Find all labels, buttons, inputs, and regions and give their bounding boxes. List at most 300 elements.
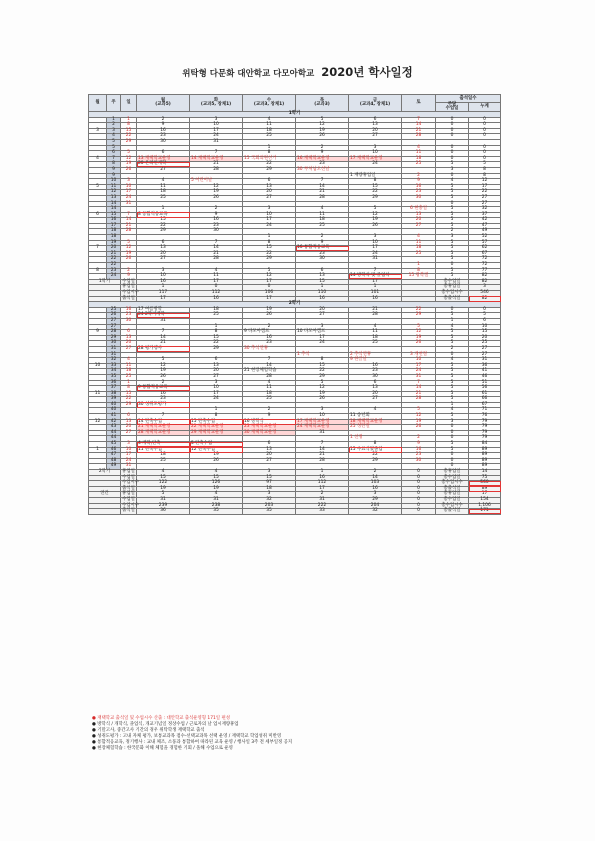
table-cell: 11: [243, 123, 296, 129]
table-cell: 22: [349, 453, 402, 459]
table-cell: 32: [107, 358, 121, 364]
table-cell: 29: [296, 374, 349, 380]
table-cell: 20: [243, 190, 296, 196]
table-cell: 20 온라인개학: [137, 162, 190, 168]
table-cell: 0: [436, 464, 469, 470]
table-cell: 10: [89, 363, 107, 369]
table-cell: 5: [296, 380, 349, 386]
summary-cell: 15: [190, 475, 243, 481]
table-cell: 5: [436, 369, 469, 375]
table-cell: 9: [402, 179, 436, 185]
title-main: 2020년 학사일정: [321, 65, 413, 79]
summary-cell: 16: [296, 475, 349, 481]
table-cell: 21: [121, 223, 137, 229]
summary-cell: 총수업시수: [436, 503, 469, 509]
note-text: 성취도평가 : 고내 자체 평가, 보통교과목 점수-선택교과목 선택 운영 / 재택학교 학업성취 미반영: [97, 734, 282, 739]
table-cell: 2: [243, 324, 296, 330]
table-cell: 0: [436, 134, 469, 140]
table-cell: 21 재택학교운영: [137, 425, 190, 431]
table-cell: 18: [402, 156, 436, 162]
table-cell: 11: [296, 212, 349, 218]
table-cell: 24: [243, 223, 296, 229]
table-cell: 2: [296, 235, 349, 241]
summary-cell: 17: [296, 486, 349, 492]
table-cell: 61: [469, 391, 501, 397]
summary-cell: 16: [190, 296, 243, 302]
table-cell: 11: [107, 184, 121, 190]
table-cell: 18: [137, 453, 190, 459]
summary-cell: 14: [349, 475, 402, 481]
table-cell: 79: [469, 436, 501, 442]
summary-cell: 75: [469, 475, 501, 481]
table-cell: 5: [436, 251, 469, 257]
table-cell: 17: [121, 190, 137, 196]
table-cell: 1: [107, 117, 121, 123]
table-cell: 3: [436, 167, 469, 173]
table-cell: 26: [349, 223, 402, 229]
table-cell: 25: [107, 307, 121, 313]
summary-cell: 171: [469, 509, 501, 515]
summary-cell: 16: [296, 296, 349, 302]
table-cell: 7: [349, 268, 402, 274]
table-cell: 20: [107, 246, 121, 252]
table-cell: 10: [349, 151, 402, 157]
table-cell: 15 광복절: [402, 274, 436, 280]
table-cell: 4: [243, 380, 296, 386]
table-cell: 7: [296, 442, 349, 448]
table-cell: 9 통합적응교육: [137, 386, 190, 392]
table-cell: 89: [469, 447, 501, 453]
table-cell: 17: [469, 184, 501, 190]
table-cell: 23: [121, 313, 137, 319]
table-cell: 31: [121, 201, 137, 207]
table-cell: 3: [349, 145, 402, 151]
summary-cell: 0: [402, 470, 436, 476]
table-cell: 19: [402, 419, 436, 425]
table-cell: 6: [121, 330, 137, 336]
summary-cell: 17: [190, 279, 243, 285]
table-cell: 1: [402, 263, 436, 269]
summary-cell: 18: [243, 486, 296, 492]
table-cell: 31: [107, 352, 121, 358]
table-cell: 31: [349, 257, 402, 263]
summary-cell: 수업일: [122, 496, 135, 502]
table-cell: 4: [89, 156, 107, 162]
table-cell: 4: [436, 358, 469, 364]
table-cell: 0: [436, 123, 469, 129]
summary-cell: 17: [469, 492, 501, 498]
table-cell: 22: [243, 251, 296, 257]
table-cell: 19: [349, 218, 402, 224]
header-mon: 월 (교과5): [137, 95, 190, 112]
table-cell: 5: [436, 442, 469, 448]
table-cell: 8: [243, 151, 296, 157]
table-cell: 13: [243, 447, 296, 453]
table-cell: 19: [121, 251, 137, 257]
table-cell: 12: [243, 274, 296, 280]
summary-cell: 82: [469, 296, 501, 302]
table-cell: 5: [121, 240, 137, 246]
table-cell: 11: [349, 330, 402, 336]
table-cell: 4: [402, 145, 436, 151]
table-cell: 6: [89, 212, 107, 218]
table-cell: 48: [107, 458, 121, 464]
summary-cell: 총휴업일: [436, 470, 469, 476]
table-cell: 12: [137, 363, 190, 369]
table-cell: 25: [137, 458, 190, 464]
table-cell: 5: [436, 386, 469, 392]
table-cell: 5: [436, 257, 469, 263]
semester-label: 2학기: [89, 302, 501, 308]
table-cell: 26: [121, 257, 137, 263]
table-cell: 10 다모아캠프: [296, 330, 349, 336]
table-cell: 23: [190, 223, 243, 229]
table-cell: 3 개천절: [402, 352, 436, 358]
table-cell: 25: [137, 195, 190, 201]
table-cell: 15: [121, 128, 137, 134]
table-cell: 13: [137, 246, 190, 252]
table-cell: 82: [469, 274, 501, 280]
table-cell: 17: [107, 223, 121, 229]
summary-cell: 97: [243, 481, 296, 487]
table-cell: 11: [402, 240, 436, 246]
table-cell: 22: [121, 134, 137, 140]
table-cell: 5: [436, 274, 469, 280]
table-cell: 18: [137, 190, 190, 196]
table-cell: 5: [469, 313, 501, 319]
table-cell: 15: [107, 212, 121, 218]
table-cell: 5: [469, 162, 501, 168]
bullet-icon: ●: [92, 734, 98, 739]
summary-cell: 수업일: [122, 474, 135, 480]
table-cell: 25: [121, 374, 137, 380]
table-cell: 23 재택학교운영: [243, 425, 296, 431]
table-cell: 79: [469, 425, 501, 431]
table-cell: 0: [469, 123, 501, 129]
table-cell: 15: [121, 391, 137, 397]
table-cell: 19: [296, 128, 349, 134]
summary-cell: 0: [190, 285, 243, 291]
summary-cell: 35: [190, 509, 243, 515]
table-cell: 37: [469, 212, 501, 218]
table-cell: 5: [137, 358, 190, 364]
table-cell: 62: [469, 246, 501, 252]
summary-cell: 2: [349, 470, 402, 476]
summary-cell: 3: [243, 470, 296, 476]
table-cell: 8: [121, 386, 137, 392]
bullet-icon: ●: [92, 728, 98, 733]
table-cell: 44: [107, 430, 121, 436]
table-cell: 26: [137, 374, 190, 380]
table-cell: 19: [190, 453, 243, 459]
table-cell: 27: [121, 430, 137, 436]
table-cell: 0: [436, 173, 469, 179]
table-cell: 31: [469, 358, 501, 364]
summary-cell: 수업시수: [122, 502, 139, 508]
table-cell: 5: [89, 184, 107, 190]
table-cell: 2: [137, 380, 190, 386]
table-cell: 16: [107, 218, 121, 224]
table-cell: 14: [137, 335, 190, 341]
bullet-icon: ●: [92, 746, 98, 751]
table-cell: 84: [469, 442, 501, 448]
table-cell: 6: [296, 268, 349, 274]
summary-cell: 총출석일: [436, 486, 469, 492]
table-cell: 0: [436, 156, 469, 162]
table-cell: 27: [190, 374, 243, 380]
table-cell: 24: [190, 397, 243, 403]
summary-cell: 총수업일: [436, 475, 469, 481]
table-cell: 29: [243, 257, 296, 263]
table-cell: 0: [469, 145, 501, 151]
table-cell: 15: [243, 246, 296, 252]
table-cell: 13: [402, 212, 436, 218]
table-cell: 23: [402, 190, 436, 196]
table-cell: 24: [190, 134, 243, 140]
table-cell: 6: [349, 117, 402, 123]
table-cell: 23: [296, 162, 349, 168]
table-cell: 9: [137, 123, 190, 129]
table-cell: 10: [349, 240, 402, 246]
table-cell: 24: [296, 341, 349, 347]
table-cell: 3: [243, 207, 296, 213]
summary-cell: 0: [402, 509, 436, 515]
header-thu: 목 (교과3): [296, 95, 349, 112]
summary-cell: 0: [402, 486, 436, 492]
table-cell: 15 수료식및졸업: [349, 447, 402, 453]
summary-cell: 출석일: [122, 485, 135, 491]
table-cell: 25: [296, 223, 349, 229]
table-cell: 4 개학,단축: [137, 442, 190, 448]
table-cell: 2: [190, 207, 243, 213]
table-cell: 15: [349, 184, 402, 190]
summary-cell: 101: [349, 291, 402, 297]
table-cell: 5: [436, 363, 469, 369]
table-cell: 27: [469, 201, 501, 207]
table-cell: 5: [436, 195, 469, 201]
table-cell: 6: [243, 442, 296, 448]
summary-cell: 154: [469, 497, 501, 503]
table-cell: 49: [469, 229, 501, 235]
table-cell: 8: [190, 414, 243, 420]
table-cell: 33: [107, 363, 121, 369]
table-cell: 30 추석연휴: [243, 346, 296, 352]
table-cell: 8: [349, 179, 402, 185]
summary-cell: 31: [190, 497, 243, 503]
table-cell: 17: [121, 453, 137, 459]
table-cell: 12: [469, 179, 501, 185]
table-cell: 0: [436, 128, 469, 134]
table-cell: 23: [402, 453, 436, 459]
table-cell: 5: [436, 330, 469, 336]
summary-cell: 총휴업일: [436, 285, 469, 291]
table-cell: 79: [469, 419, 501, 425]
table-cell: 5: [436, 335, 469, 341]
summary-cell: 19: [137, 486, 190, 492]
table-cell: 5: [121, 151, 137, 157]
table-cell: 23: [296, 251, 349, 257]
table-cell: 16: [243, 335, 296, 341]
table-cell: 27: [243, 195, 296, 201]
table-cell: 14: [402, 123, 436, 129]
table-cell: 1 재량휴업일: [349, 173, 402, 179]
table-cell: 25: [402, 162, 436, 168]
table-cell: 9: [243, 414, 296, 420]
table-cell: 27: [137, 167, 190, 173]
table-cell: 2: [137, 117, 190, 123]
table-cell: 8: [349, 442, 402, 448]
summary-cell: 546: [469, 291, 501, 297]
table-cell: 9: [296, 240, 349, 246]
summary-cell: 총수업시수: [436, 291, 469, 297]
table-cell: 17: [190, 391, 243, 397]
summary-cell: 4: [137, 470, 190, 476]
summary-cell: 1,106: [469, 503, 501, 509]
table-cell: 18: [107, 229, 121, 235]
summary-cell: 32: [349, 509, 402, 515]
table-cell: 10: [137, 274, 190, 280]
table-cell: 29: [107, 335, 121, 341]
table-cell: 6: [469, 318, 501, 324]
table-cell: 23: [137, 397, 190, 403]
table-cell: 16: [137, 128, 190, 134]
table-cell: 21: [137, 341, 190, 347]
table-cell: 27: [469, 195, 501, 201]
table-cell: 3: [121, 179, 137, 185]
table-cell: 11: [137, 184, 190, 190]
summary-cell: 휴업일: [122, 491, 135, 497]
bullet-icon: ●: [92, 716, 98, 721]
table-cell: 29: [190, 346, 243, 352]
table-cell: 39: [107, 397, 121, 403]
table-cell: 77: [469, 268, 501, 274]
table-cell: 44: [107, 436, 121, 442]
table-cell: 20: [121, 425, 137, 431]
table-cell: 0: [436, 425, 469, 431]
table-cell: 2 추석연휴: [349, 352, 402, 358]
table-cell: 5: [436, 218, 469, 224]
table-cell: 28: [190, 167, 243, 173]
note-line: [92, 746, 512, 752]
header-wed: 수 (교과3, 창체1): [243, 95, 296, 112]
table-cell: 13: [107, 195, 121, 201]
table-cell: 15: [296, 363, 349, 369]
table-cell: 66: [469, 397, 501, 403]
table-cell: 0: [436, 117, 469, 123]
table-cell: 17: [190, 128, 243, 134]
table-cell: 1: [190, 324, 243, 330]
table-cell: 67: [469, 251, 501, 257]
table-cell: 31: [402, 374, 436, 380]
table-cell: 12: [107, 190, 121, 196]
table-cell: 16 재택학교운영: [296, 156, 349, 162]
header-sat: 토: [402, 95, 436, 112]
table-cell: 7: [402, 117, 436, 123]
table-cell: 12: [121, 156, 137, 162]
table-cell: 17: [349, 246, 402, 252]
table-cell: 11: [402, 151, 436, 157]
summary-cell: 204: [349, 503, 402, 509]
table-cell: 4: [436, 179, 469, 185]
table-cell: 16: [190, 218, 243, 224]
table-cell: 24: [121, 458, 137, 464]
table-cell: 3: [107, 128, 121, 134]
summary-cell: 1: [349, 285, 402, 291]
table-cell: 40: [107, 408, 121, 414]
table-cell: 19: [107, 240, 121, 246]
table-cell: 22: [469, 190, 501, 196]
table-cell: 18: [296, 218, 349, 224]
table-cell: 2: [243, 408, 296, 414]
table-cell: 12: [349, 212, 402, 218]
table-cell: 4: [436, 324, 469, 330]
note-text: 방학식 / 개학식, 졸업식, 개교기념일 정상수업 / 근로자의 날 업시재량휴업: [97, 722, 239, 727]
table-cell: 13: [121, 419, 137, 425]
bullet-icon: ●: [92, 722, 98, 727]
table-cell: 0: [436, 453, 469, 459]
table-cell: 25: [243, 397, 296, 403]
table-cell: 5: [436, 374, 469, 380]
table-cell: 40: [107, 402, 121, 408]
table-cell: 18: [121, 369, 137, 375]
table-cell: 67: [469, 402, 501, 408]
table-cell: 17 여름방학: [137, 307, 190, 313]
table-cell: 27: [107, 324, 121, 330]
table-cell: 14: [296, 447, 349, 453]
table-cell: 1: [436, 318, 469, 324]
table-cell: 17 재택학교운영: [296, 419, 349, 425]
summary-cell: 29: [349, 497, 402, 503]
summary-cell: 16: [137, 279, 190, 285]
summary-cell: 0: [402, 503, 436, 509]
table-cell: 23: [349, 369, 402, 375]
table-cell: 29: [137, 229, 190, 235]
summary-cell: 4: [190, 492, 243, 498]
table-cell: 24: [107, 274, 121, 280]
header-day: 일: [121, 95, 137, 112]
summary-cell: 117: [137, 291, 190, 297]
table-cell: 22: [402, 307, 436, 313]
table-cell: 24 2학기개학: [137, 313, 190, 319]
table-cell: 5: [107, 145, 121, 151]
table-cell: 25: [190, 313, 243, 319]
summary-cell: 출석일: [122, 508, 135, 514]
table-cell: 12 단축수업: [190, 447, 243, 453]
table-cell: 11: [89, 391, 107, 397]
table-cell: 21: [107, 251, 121, 257]
table-cell: 28: [190, 257, 243, 263]
table-cell: 2: [436, 346, 469, 352]
table-cell: 28: [107, 330, 121, 336]
table-cell: 21: [402, 391, 436, 397]
summary-cell: 35: [243, 509, 296, 515]
table-cell: 5: [436, 162, 469, 168]
table-cell: 5: [436, 223, 469, 229]
table-cell: 3: [296, 408, 349, 414]
table-cell: 4: [137, 179, 190, 185]
table-cell: 5: [436, 341, 469, 347]
table-cell: 14: [190, 246, 243, 252]
summary-cell: 휴업일: [122, 469, 135, 474]
table-cell: 14: [243, 363, 296, 369]
table-cell: 42: [107, 419, 121, 425]
table-cell: 41: [469, 369, 501, 375]
table-cell: 1 추석: [296, 352, 349, 358]
table-cell: 21: [349, 307, 402, 313]
table-cell: 2: [402, 436, 436, 442]
table-cell: 14: [121, 218, 137, 224]
table-cell: 16: [137, 391, 190, 397]
